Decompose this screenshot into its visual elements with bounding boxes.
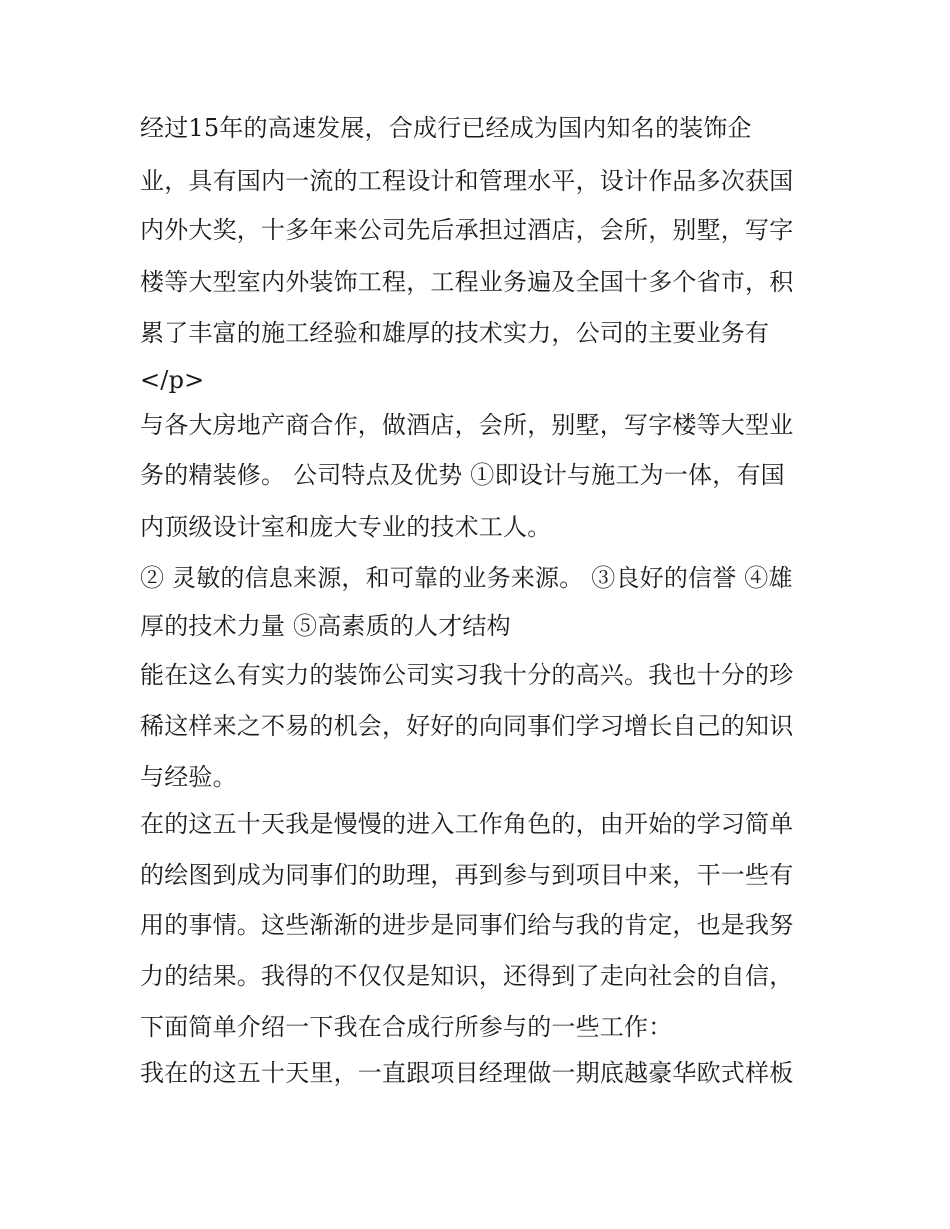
text-line: 稀这样来之不易的机会，好好的向同事们学习增长自己的知识 <box>140 712 794 740</box>
text-line: 务的精装修。 公司特点及优势 ①即设计与施工为一体，有国 <box>140 461 785 489</box>
text-line: 我在的这五十天里，一直跟项目经理做一期底越豪华欧式样板 <box>140 1059 794 1087</box>
text-line: 内顶级设计室和庞大专业的技术工人。 <box>140 513 552 541</box>
text-line: 厚的技术力量 ⑤高素质的人才结构 <box>140 612 511 640</box>
text-line: 累了丰富的施工经验和雄厚的技术实力，公司的主要业务有 <box>140 319 770 347</box>
text-line: 楼等大型室内外装饰工程，工程业务遍及全国十多个省市，积 <box>140 268 794 296</box>
text-line: 下面简单介绍一下我在合成行所参与的一些工作： <box>140 1013 673 1041</box>
text-line: 经过15年的高速发展，合成行已经成为国内知名的装饰企 <box>140 114 752 142</box>
text-line: 与各大房地产商合作，做酒店，会所，别墅，写字楼等大型业 <box>140 411 794 439</box>
text-line: 能在这么有实力的装饰公司实习我十分的高兴。我也十分的珍 <box>140 661 794 689</box>
text-line: 业，具有国内一流的工程设计和管理水平，设计作品多次获国 <box>140 167 794 195</box>
text-line: 在的这五十天我是慢慢的进入工作角色的，由开始的学习简单 <box>140 810 794 838</box>
text-line: 力的结果。我得的不仅仅是知识，还得到了走向社会的自信， <box>140 962 794 990</box>
text-line: 内外大奖，十多年来公司先后承担过酒店，会所，别墅，写字 <box>140 216 794 244</box>
text-line: </p> <box>140 366 205 394</box>
text-line: 与经验。 <box>140 763 237 791</box>
text-line: 的绘图到成为同事们的助理，再到参与到项目中来，干一些有 <box>140 861 794 889</box>
text-line: ② 灵敏的信息来源，和可靠的业务来源。 ③良好的信誉 ④雄 <box>140 564 793 592</box>
text-line: 用的事情。这些渐渐的进步是同事们给与我的肯定，也是我努 <box>140 911 794 939</box>
